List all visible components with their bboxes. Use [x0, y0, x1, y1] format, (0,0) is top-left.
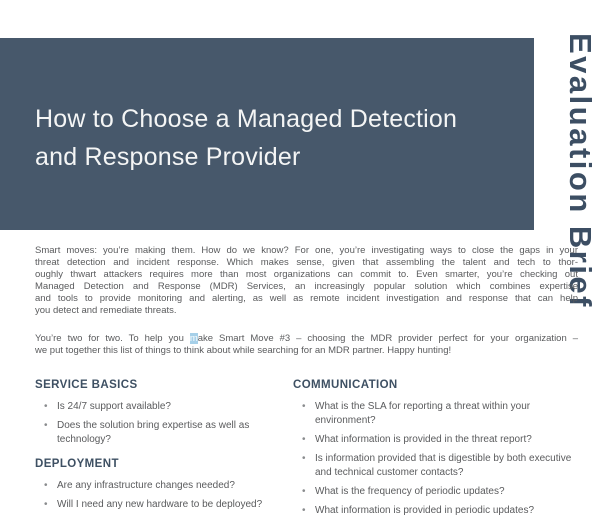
list-item-text: What is the SLA for reporting a threat within your environment? [315, 401, 531, 426]
list-item [35, 400, 293, 414]
bullet-icon [44, 419, 48, 433]
bullet-icon [44, 400, 48, 414]
section-heading: DEPLOYMENT [35, 458, 119, 470]
list-item-text: Are any infrastructure changes needed? [57, 480, 235, 491]
vertical-brief-label: Evaluation Brief [563, 33, 598, 309]
bullet-list [35, 400, 293, 447]
paragraph-line: Smart moves: you’re making them. How do we know? For one, you’re investigating ways to close the gaps in your [35, 245, 578, 256]
body-content [35, 245, 578, 523]
bullet-list [293, 400, 578, 518]
list-item-text: Is information provided that is digestible by both executive and technical customer contacts? [315, 453, 572, 478]
section-heading: SERVICE BASICS [35, 379, 138, 391]
column-left [35, 378, 293, 523]
bullet-list [35, 479, 293, 512]
list-item [293, 504, 578, 518]
list-item [35, 498, 293, 512]
bullet-icon [44, 498, 48, 512]
section-heading: COMMUNICATION [293, 379, 398, 391]
intro-paragraph-1 [35, 245, 578, 317]
bullet-icon [302, 452, 306, 466]
list-item-text: What information is provided in the threat report? [315, 434, 532, 445]
list-item [293, 400, 578, 428]
list-item-text: Does the solution bring expertise as well as technology? [57, 420, 250, 445]
page-title-line-1: How to Choose a Managed Detection [35, 105, 458, 133]
bullet-icon [302, 433, 306, 447]
section-deployment [35, 457, 293, 512]
section-communication [293, 378, 578, 518]
page-title-line-2: and Response Provider [35, 143, 301, 171]
list-item [35, 419, 293, 447]
checklist-columns [35, 378, 578, 523]
paragraph-line: and tools to provide monitoring and alerting, as well as remote incident investigation and response that can help [35, 293, 578, 304]
list-item [35, 479, 293, 493]
section-service-basics [35, 378, 293, 447]
paragraph-line: threat detection and incident response. Which makes sense, given that assembling the talent and tech to thor- [35, 257, 578, 268]
bullet-icon [302, 504, 306, 518]
text-segment: ake Smart Move #3 – choosing the MDR provider perfect for your organization – [197, 333, 579, 344]
title-banner [0, 38, 534, 230]
list-item-text: What is the frequency of periodic updates? [315, 486, 505, 497]
paragraph-line: we put together this list of things to think about while searching for an MDR partner. Happy hunting! [35, 345, 452, 356]
highlighted-character: m [189, 333, 198, 344]
page-title [35, 100, 457, 176]
bullet-icon [302, 485, 306, 499]
paragraph-line: you detect and remediate threats. [35, 305, 177, 316]
column-right [293, 378, 578, 523]
list-item-text: Is 24/7 support available? [57, 401, 171, 412]
bullet-icon [44, 479, 48, 493]
paragraph-line: Managed Detection and Response (MDR) Services, an increasingly popular solution which combines expertise [35, 281, 578, 292]
list-item-text: Will I need any new hardware to be deployed? [57, 499, 263, 510]
paragraph-line: oughly thwart attackers requires more than most organizations can commit to. Even smarter, you’re checking out [35, 269, 578, 280]
text-segment: You’re two for two. To help you [35, 333, 190, 344]
intro-paragraph-2 [35, 333, 578, 357]
paragraph-line [35, 333, 578, 345]
list-item [293, 485, 578, 499]
list-item [293, 452, 578, 480]
list-item [293, 433, 578, 447]
list-item-text: What information is provided in periodic updates? [315, 505, 535, 516]
bullet-icon [302, 400, 306, 414]
